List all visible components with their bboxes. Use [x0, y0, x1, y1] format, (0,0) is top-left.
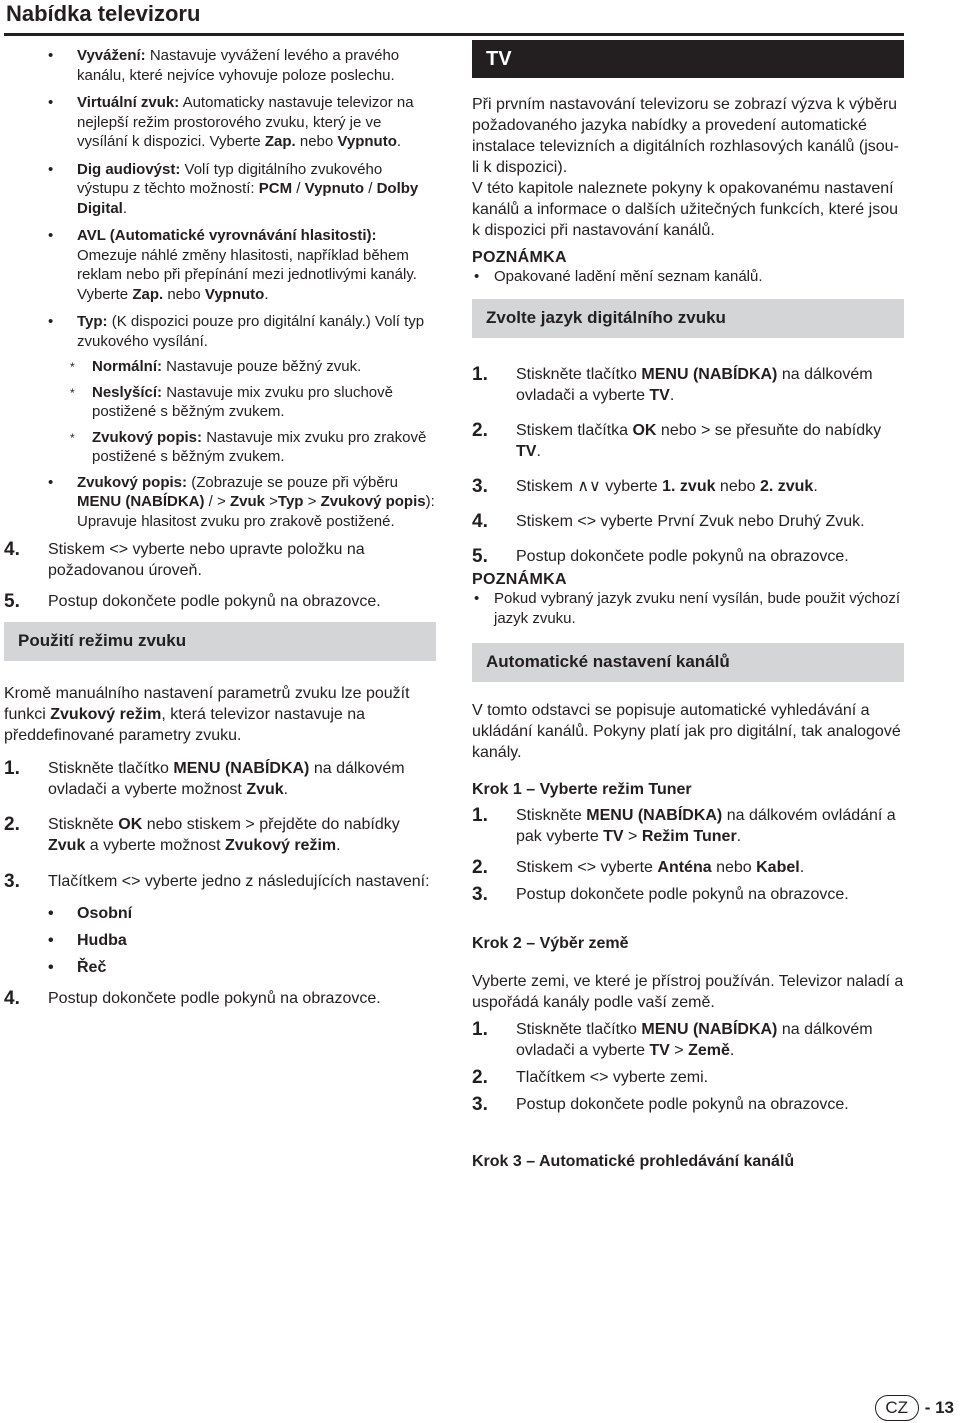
- section-band-audio-language: Zvolte jazyk digitálního zvuku: [472, 299, 904, 338]
- list-item: * Zvukový popis: Nastavuje mix zvuku pro zrakově postižené s běžným zvukem.: [4, 428, 436, 467]
- krok-1-steps: [472, 805, 904, 905]
- list-item: • Hudba: [4, 930, 436, 951]
- sound-mode-intro: Kromě manuálního nastavení parametrů zvuku lze použít funkci Zvukový režim, která televizor nastavuje na předdefinované parametry zvuku.: [4, 685, 410, 744]
- note-list: [472, 589, 904, 629]
- step-item: 1. Stiskněte tlačítko MENU (NABÍDKA) na dálkovém ovladači a vyberte TV.: [472, 364, 873, 404]
- step-item: 4. Postup dokončete podle pokynů na obrazovce.: [4, 988, 381, 1009]
- left-column: [4, 46, 436, 1019]
- note-heading: POZNÁMKA: [472, 249, 567, 266]
- type-options-list: [4, 357, 436, 467]
- sound-options-list: [4, 46, 436, 351]
- list-item: • Vyvážení: Nastavuje vyvážení levého a pravého kanálu, které nejvíce vyhovuje poloze poslechu.: [4, 46, 436, 85]
- sound-modes-list: [4, 903, 436, 978]
- section-band-auto-channels: Automatické nastavení kanálů: [472, 643, 904, 682]
- tv-intro-2: V této kapitole naleznete pokyny k opakovanému nastavení kanálů a informace o dalších užitečných funkcích, které jsou k dispozici při nastavování kanálů.: [472, 180, 898, 239]
- steps-list: [4, 539, 436, 612]
- sound-mode-steps: [4, 758, 436, 893]
- step-item: 4. Stiskem <> vyberte nebo upravte položku na požadovanou úroveň.: [4, 539, 365, 579]
- tv-intro-1: Při prvním nastavování televizoru se zobrazí výzva k výběru požadovaného jazyka nabídky a provedení automatické instalace televizních a digitálních rozhlasových kanálů (jsou-li k dispozici).: [472, 96, 899, 176]
- step-item: 1. Stiskněte MENU (NABÍDKA) na dálkovém ovládání a pak vyberte TV > Režim Tuner.: [472, 805, 896, 845]
- list-item: • Virtuální zvuk: Automaticky nastavuje televizor na nejlepší režim prostorového zvuku, který je ve vysílání k dispozici. Vyberte Zap. nebo Vypnuto.: [4, 93, 436, 152]
- page-number: - 13: [924, 1398, 954, 1417]
- krok-2-heading: Krok 2 – Výběr země: [472, 935, 629, 952]
- page-footer: [875, 1393, 954, 1423]
- list-item: • Zvukový popis: (Zobrazuje se pouze při výběru MENU (NABÍDKA) / > Zvuk >Typ > Zvukový popis): Upravuje hlasitost zvuku pro zrakově postižené.: [4, 473, 436, 532]
- audio-description-list: [4, 473, 436, 532]
- audio-language-steps: [472, 364, 904, 567]
- step-item: 2. Stiskem tlačítka OK nebo > se přesuňte do nabídky TV.: [472, 420, 882, 460]
- list-item: • AVL (Automatické vyrovnávání hlasitosti): Omezuje náhlé změny hlasitosti, například během reklam nebo při přepínání mezi jednotlivými kanály. Vyberte Zap. nebo Vypnuto.: [4, 226, 436, 304]
- step-item: 3. Stiskem ∧∨ vyberte 1. zvuk nebo 2. zvuk.: [472, 476, 818, 497]
- list-item: • Řeč: [4, 957, 436, 978]
- section-band-tv: TV: [472, 40, 904, 78]
- title-rule: [4, 33, 904, 36]
- step-item: 2. Stiskněte OK nebo stiskem > přejděte do nabídky Zvuk a vyberte možnost Zvukový režim.: [4, 814, 400, 854]
- page-title: Nabídka televizoru: [6, 1, 201, 26]
- list-item: • Pokud vybraný jazyk zvuku není vysílán, bude použit výchozí jazyk zvuku.: [472, 589, 904, 629]
- step-item: 2. Tlačítkem <> vyberte zemi.: [472, 1067, 709, 1088]
- list-item: • Dig audiovýst: Volí typ digitálního zvukového výstupu z těchto možností: PCM / Vypnuto / Dolby Digital.: [4, 160, 436, 219]
- krok-1-heading: Krok 1 – Vyberte režim Tuner: [472, 781, 692, 798]
- step-item: 3. Tlačítkem <> vyberte jedno z následujících nastavení:: [4, 871, 430, 892]
- krok-3-heading: Krok 3 – Automatické prohledávání kanálů: [472, 1153, 795, 1170]
- step-item: 3. Postup dokončete podle pokynů na obrazovce.: [472, 884, 849, 905]
- right-column: [472, 40, 904, 1171]
- step-item: 2. Stiskem <> vyberte Anténa nebo Kabel.: [472, 857, 805, 878]
- section-band-sound-mode: Použití režimu zvuku: [4, 622, 436, 661]
- step-item: 5. Postup dokončete podle pokynů na obrazovce.: [4, 591, 381, 612]
- list-item: * Normální: Nastavuje pouze běžný zvuk.: [4, 357, 436, 377]
- krok-2-steps: [472, 1019, 904, 1115]
- list-item: • Typ: (K dispozici pouze pro digitální kanály.) Volí typ zvukového vysílání.: [4, 312, 436, 351]
- note-list: [472, 267, 904, 287]
- list-item: • Osobní: [4, 903, 436, 924]
- list-item: • Opakované ladění mění seznam kanálů.: [472, 267, 904, 287]
- language-badge: CZ: [875, 1395, 919, 1421]
- step-item: 1. Stiskněte tlačítko MENU (NABÍDKA) na dálkovém ovladači a vyberte TV > Země.: [472, 1019, 873, 1059]
- step-item: 4. Stiskem <> vyberte První Zvuk nebo Druhý Zvuk.: [472, 511, 865, 532]
- list-item: * Neslyšící: Nastavuje mix zvuku pro sluchově postižené s běžným zvukem.: [4, 383, 436, 422]
- step-item: 1. Stiskněte tlačítko MENU (NABÍDKA) na dálkovém ovladači a vyberte možnost Zvuk.: [4, 758, 405, 798]
- auto-channels-intro: V tomto odstavci se popisuje automatické vyhledávání a ukládání kanálů. Pokyny platí jak pro digitální, tak analogové kanály.: [472, 702, 901, 761]
- final-step: [4, 988, 436, 1009]
- note-heading: POZNÁMKA: [472, 571, 567, 588]
- step-item: 5. Postup dokončete podle pokynů na obrazovce.: [472, 546, 849, 567]
- krok-2-intro: Vyberte zemi, ve které je přístroj používán. Televizor naladí a uspořádá kanály podle vaší země.: [472, 973, 904, 1011]
- step-item: 3. Postup dokončete podle pokynů na obrazovce.: [472, 1094, 849, 1115]
